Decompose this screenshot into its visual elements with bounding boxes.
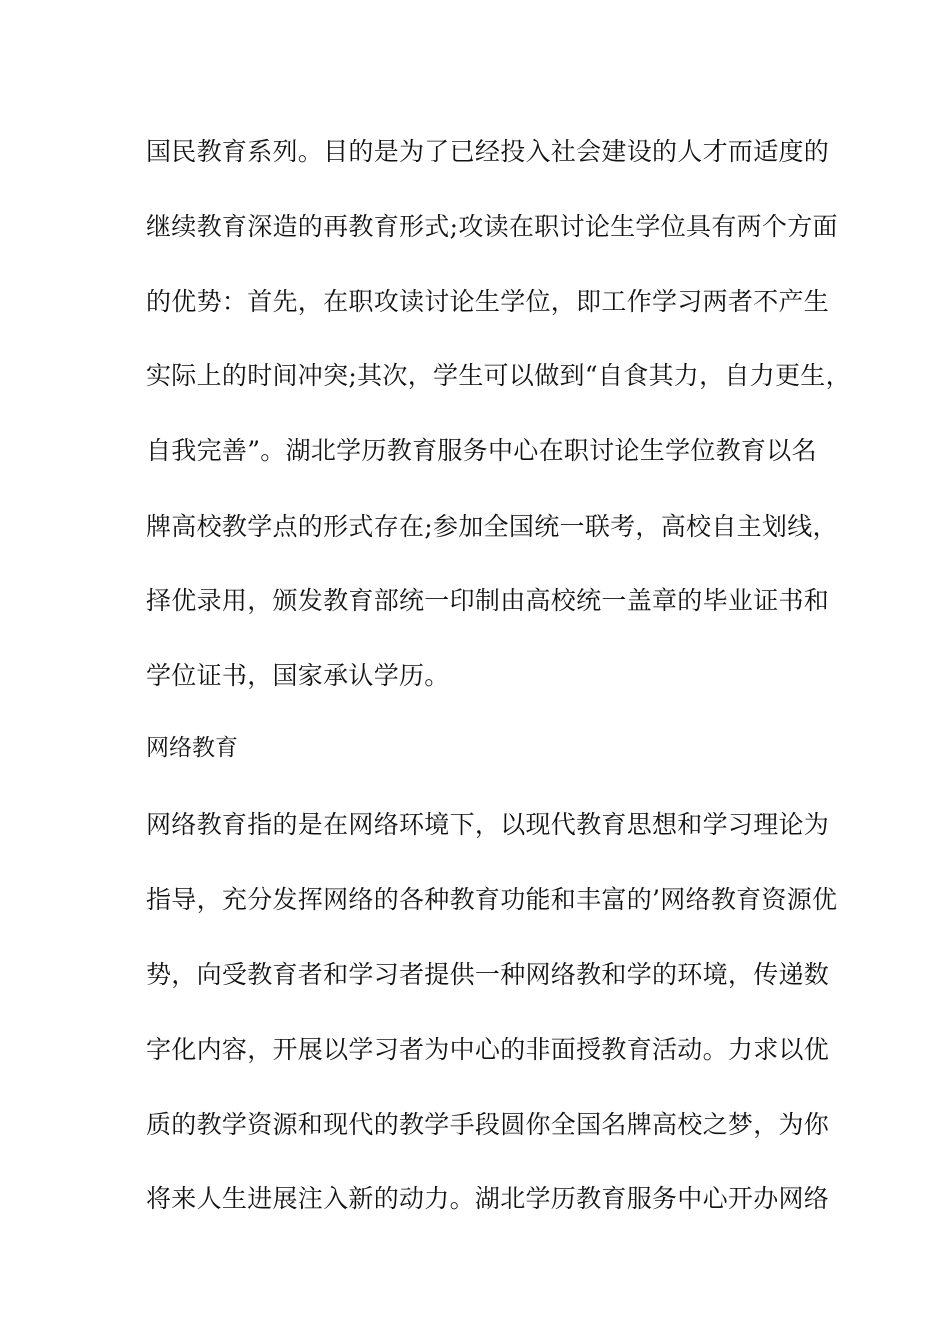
paragraph-line: 自我完善”。湖北学历教育服务中心在职讨论生学位教育以名 (146, 436, 817, 465)
paragraph-line: 国民教育系列。目的是为了已经投入社会建设的人才而适度的 (146, 137, 830, 166)
paragraph-line: 牌高校教学点的形式存在;参加全国统一联考，高校自主划线， (146, 512, 838, 541)
paragraph-line: 择优录用，颁发教育部统一印制由高校统一盖章的毕业证书和 (146, 586, 830, 615)
paragraph-line: 网络教育指的是在网络环境下，以现代教育思想和学习理论为 (146, 810, 830, 839)
paragraph-line: 将来人生进展注入新的动力。湖北学历教育服务中心开办网络 (146, 1184, 830, 1213)
paragraph-line: 质的教学资源和现代的教学手段圆你全国名牌高校之梦，为你 (146, 1110, 830, 1139)
paragraph-line: 继续教育深造的再教育形式;攻读在职讨论生学位具有两个方面 (146, 212, 838, 241)
paragraph-line: 的优势：首先，在职攻读讨论生学位，即工作学习两者不产生 (146, 287, 830, 316)
paragraph-line: 实际上的时间冲突;其次，学生可以做到“自食其力，自力更生， (146, 361, 851, 390)
paragraph-line: 势，向受教育者和学习者提供一种网络教和学的环境，传递数 (146, 960, 830, 989)
section-heading: 网络教育 (146, 735, 238, 761)
paragraph-line: 指导，充分发挥网络的各种教育功能和丰富的’网络教育资源优 (146, 885, 838, 914)
paragraph-line: 字化内容，开展以学习者为中心的非面授教育活动。力求以优 (146, 1035, 830, 1064)
paragraph-line: 学位证书，国家承认学历。 (146, 661, 450, 690)
